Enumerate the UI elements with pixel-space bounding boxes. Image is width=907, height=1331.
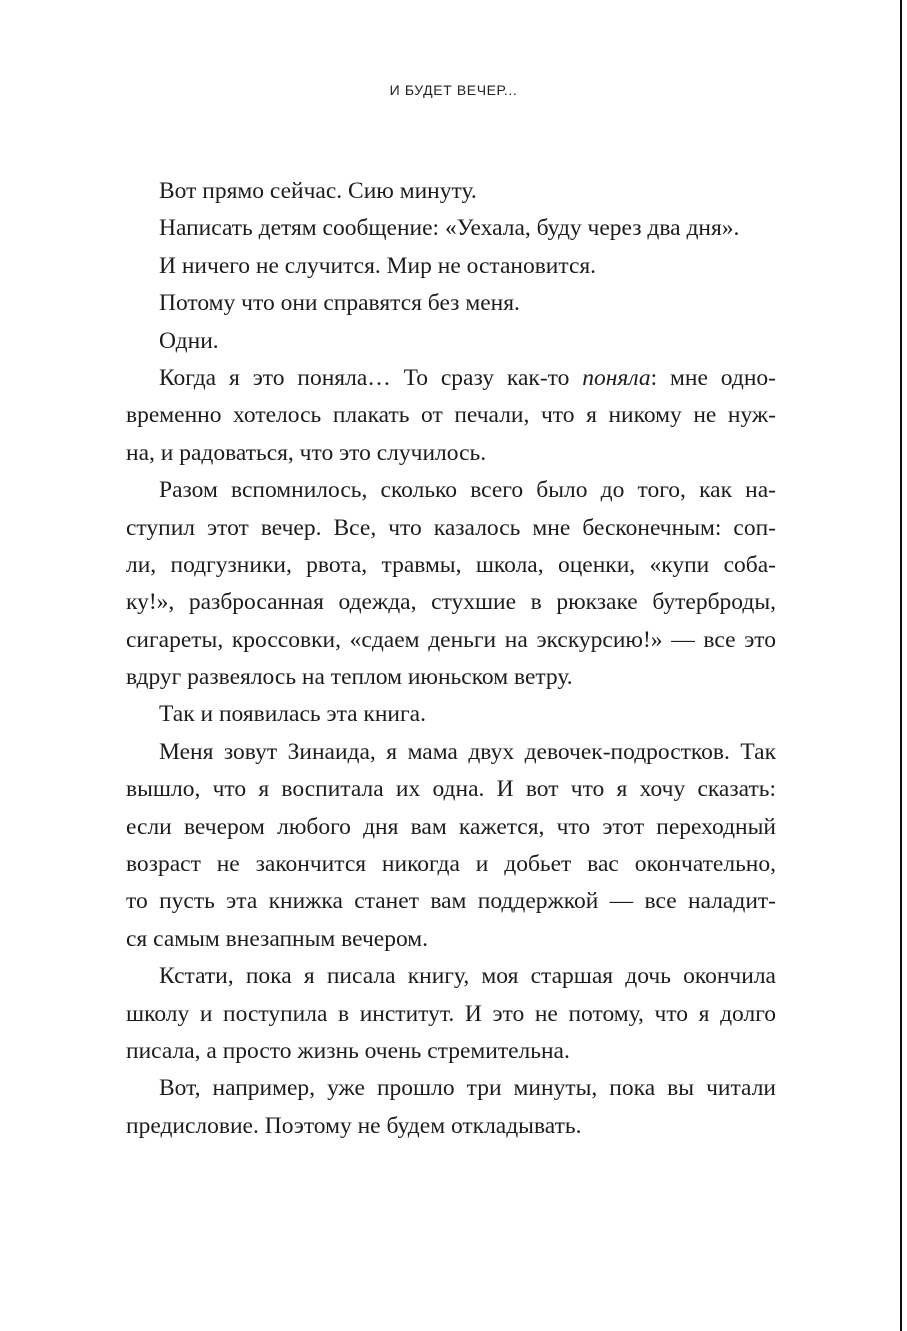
paragraph-line: Написать детям сообщение: «Уехала, буду через два дня».	[159, 215, 740, 242]
italic-word: поняла	[582, 364, 651, 391]
paragraph-line: Кстати, пока я писала книгу, моя старшая дочь окончила	[159, 963, 776, 990]
paragraph-line: на, и радоваться, что это случилось.	[126, 439, 487, 466]
paragraph-line: временно хотелось плакать от печали, что я никому не нуж-	[126, 402, 776, 429]
paragraph-line: вышло, что я воспитала их одна. И вот что я хочу сказать:	[126, 776, 776, 803]
paragraph-line: предисловие. Поэтому не будем откладывать.	[126, 1112, 582, 1139]
paragraph-line-mixed	[126, 360, 776, 397]
paragraph-line: Потому что они справятся без меня.	[159, 290, 520, 317]
paragraph-line: ли, подгузники, рвота, травмы, школа, оценки, «купи соба-	[126, 551, 776, 578]
body-text	[126, 173, 776, 1145]
paragraph-line: Одни.	[159, 327, 219, 354]
paragraph-line: вдруг развеялось на теплом июньском ветру.	[126, 664, 573, 691]
page-edge-border	[900, 0, 902, 1331]
paragraph-line: Вот прямо сейчас. Сию минуту.	[159, 178, 477, 204]
paragraph-line: школу и поступила в институт. И это не потому, что я долго	[126, 1000, 776, 1027]
running-head: И БУДЕТ ВЕЧЕР...	[389, 82, 518, 98]
paragraph-line: если вечером любого дня вам кажется, что этот переходный	[126, 813, 776, 840]
paragraph-line: Разом вспомнилось, сколько всего было до того, как на-	[159, 477, 776, 504]
paragraph-line: писала, а просто жизнь очень стремительна.	[126, 1037, 570, 1064]
paragraph-line: возраст не закончится никогда и добьет вас окончательно,	[126, 851, 776, 878]
paragraph-line: Меня зовут Зинаида, я мама двух девочек-подростков. Так	[159, 738, 776, 765]
paragraph-line: Так и появилась эта книга.	[159, 701, 426, 728]
text-run: Когда я это поняла… То сразу как-то	[159, 364, 583, 391]
text-run: : мне одно-	[650, 364, 776, 391]
paragraph-line: ся самым внезапным вечером.	[126, 925, 429, 952]
paragraph-line: ступил этот вечер. Все, что казалось мне бесконечным: соп-	[126, 514, 776, 541]
paragraph-line: Вот, например, уже прошло три минуты, пока вы читали	[159, 1075, 776, 1102]
paragraph-line: сигареты, кроссовки, «сдаем деньги на экскурсию!» — все это	[126, 626, 776, 653]
paragraph-line: то пусть эта книжка станет вам поддержкой — все наладит-	[126, 888, 776, 915]
paragraph-line: ку!», разбросанная одежда, стухшие в рюкзаке бутерброды,	[126, 589, 776, 616]
paragraph-line: И ничего не случится. Мир не остановится.	[159, 252, 597, 279]
